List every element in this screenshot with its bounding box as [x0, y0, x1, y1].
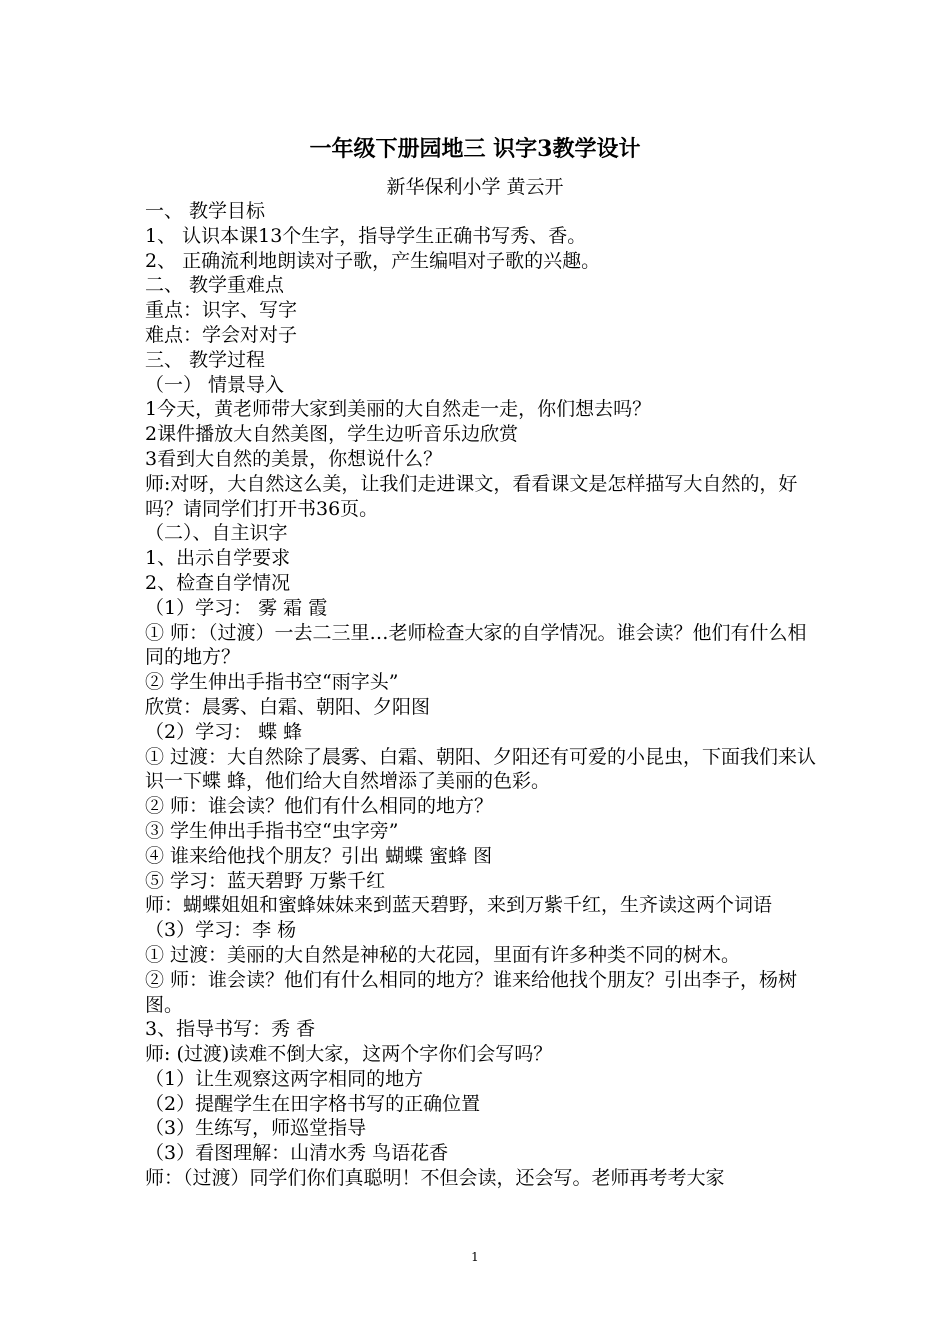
subsection-heading: （一） 情景导入: [145, 373, 285, 396]
paragraph-line: 2课件播放大自然美图，学生边听音乐边欣赏: [145, 423, 519, 446]
paragraph-line: ① 过渡：美丽的大自然是神秘的大花园，里面有许多种类不同的树木。: [145, 943, 741, 966]
page-number: 1: [471, 1250, 479, 1264]
paragraph-line: （3）看图理解：山清水秀 鸟语花香: [145, 1142, 449, 1165]
paragraph-line: （1）学习： 雾 霜 霞: [145, 596, 328, 619]
paragraph-line: 3、指导书写：秀 香: [145, 1018, 316, 1041]
paragraph: ① 师：（过渡）一去二三里…老师检查大家的自学情况。谁会读？他们有什么相同的地方？: [145, 621, 807, 669]
paragraph: ② 师：谁会读？他们有什么相同的地方？谁来给他找个朋友？引出李子，杨树图。: [145, 968, 798, 1016]
paragraph-line: 难点：学会对对子: [145, 323, 298, 346]
paragraph-line: 重点：识字、写字: [145, 299, 298, 322]
paragraph-line: ⑤ 学习：蓝天碧野 万紫千红: [145, 869, 386, 892]
paragraph-line: （2）提醒学生在田字格书写的正确位置: [145, 1092, 481, 1115]
paragraph-line: ④ 谁来给他找个朋友？引出 蝴蝶 蜜蜂 图: [145, 844, 493, 867]
section-heading: 三、 教学过程: [145, 348, 266, 371]
paragraph-line: ② 学生伸出手指书空“雨字头”: [145, 671, 399, 694]
paragraph-line: （2）学习： 蝶 蜂: [145, 720, 303, 743]
document-body: [145, 199, 825, 1191]
paragraph-line: ② 师：谁会读？他们有什么相同的地方？: [145, 795, 494, 818]
paragraph-line: 师: (过渡)读难不倒大家，这两个字你们会写吗？: [145, 1043, 553, 1066]
section-heading: 一、 教学目标: [145, 200, 266, 222]
paragraph-line: 2、检查自学情况: [145, 571, 291, 594]
document-title: 一年级下册园地三 识字3教学设计: [309, 136, 641, 162]
paragraph-line: （3）学习：李 杨: [145, 919, 297, 942]
section-heading: 二、 教学重难点: [145, 274, 285, 297]
document-author: 新华保利小学 黄云开: [386, 176, 564, 198]
paragraph-line: 欣赏：晨雾、白霜、朝阳、夕阳图: [145, 695, 431, 718]
paragraph-line: 师：（过渡）同学们你们真聪明！不但会读，还会写。老师再考考大家: [145, 1167, 725, 1190]
subsection-heading: （二）、自主识字: [145, 522, 288, 545]
paragraph-line: 2、 正确流利地朗读对子歌，产生编唱对子歌的兴趣。: [145, 249, 601, 272]
paragraph-line: 3看到大自然的美景，你想说什么？: [145, 447, 443, 470]
paragraph-line: 1、 认识本课13个生字，指导学生正确书写秀、香。: [145, 224, 587, 247]
paragraph-line: 1今天，黄老师带大家到美丽的大自然走一走，你们想去吗？: [145, 398, 652, 421]
paragraph: 师:对呀，大自然这么美，让我们走进课文，看看课文是怎样描写大自然的，好吗？请同学们打开书36页。: [145, 472, 798, 520]
paragraph: ① 过渡：大自然除了晨雾、白霜、朝阳、夕阳还有可爱的小昆虫，下面我们来认识一下蝶 蜂，他们给大自然增添了美丽的色彩。: [145, 745, 817, 793]
paragraph-line: 1、出示自学要求: [145, 547, 291, 570]
paragraph-line: （3）生练写，师巡堂指导: [145, 1117, 367, 1140]
paragraph: 师：蝴蝶姐姐和蜜蜂妹妹来到蓝天碧野，来到万紫千红，生齐读这两个词语: [145, 894, 773, 917]
paragraph-line: ③ 学生伸出手指书空“虫字旁”: [145, 819, 399, 842]
paragraph-line: （1）让生观察这两字相同的地方: [145, 1067, 424, 1090]
